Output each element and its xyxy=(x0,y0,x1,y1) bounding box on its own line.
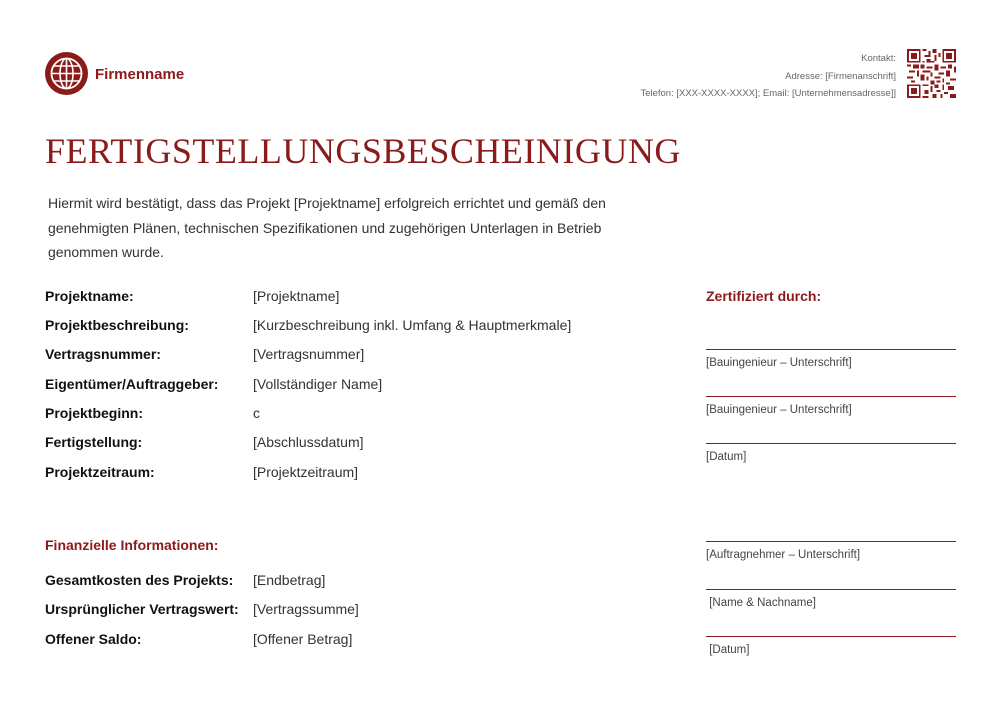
detail-value: c xyxy=(253,405,260,421)
financial-value: [Endbetrag] xyxy=(253,572,326,588)
detail-label: Projektbeginn: xyxy=(45,405,144,421)
qr-code-icon xyxy=(907,49,956,98)
globe-icon xyxy=(44,51,89,96)
date-line xyxy=(706,443,956,444)
financial-value: [Vertragssumme] xyxy=(253,601,359,617)
intro-text: Hiermit wird bestätigt, dass das Projekt [Projektname] erfolgreich errichtet und gemäß den genehmigten Plänen, technischen Spezifikationen und zugehörigen Unterlagen in Betrieb genommen wurde. xyxy=(48,195,606,260)
financial-heading: Finanzielle Informationen: xyxy=(45,537,219,553)
signature-label: [Auftragnehmer – Unterschrift] xyxy=(706,549,861,561)
contact-block xyxy=(640,50,896,103)
date-label: [Datum] xyxy=(706,644,750,656)
detail-label: Projektbeschreibung: xyxy=(45,317,189,333)
detail-label: Fertigstellung: xyxy=(45,434,143,450)
page-title: FERTIGSTELLUNGSBESCHEINIGUNG xyxy=(45,131,681,171)
date-line xyxy=(706,636,956,637)
contact-phone-email: Telefon: [XXX-XXXX-XXXX]; Email: [Unternehmensadresse]] xyxy=(640,88,896,99)
detail-value: [Vertragsnummer] xyxy=(253,346,365,362)
certification-heading: Zertifiziert durch: xyxy=(706,288,822,304)
detail-label: Projektname: xyxy=(45,288,134,304)
signature-line xyxy=(706,396,956,397)
detail-value: [Projektzeitraum] xyxy=(253,464,359,480)
detail-value: [Abschlussdatum] xyxy=(253,434,364,450)
name-line xyxy=(706,589,956,590)
signature-line xyxy=(706,541,956,542)
financial-value: [Offener Betrag] xyxy=(253,631,353,647)
signature-line xyxy=(706,349,956,350)
detail-value: [Vollständiger Name] xyxy=(253,376,383,392)
detail-value: [Kurzbeschreibung inkl. Umfang & Hauptmerkmale] xyxy=(253,317,572,333)
financial-label: Ursprünglicher Vertragswert: xyxy=(45,601,239,617)
financial-label: Offener Saldo: xyxy=(45,631,142,647)
signature-label: [Bauingenieur – Unterschrift] xyxy=(706,404,852,416)
detail-label: Vertragsnummer: xyxy=(45,346,161,362)
name-label: [Name & Nachname] xyxy=(706,597,816,609)
company-name: Firmenname xyxy=(95,66,185,83)
financial-label: Gesamtkosten des Projekts: xyxy=(45,572,234,588)
contact-label: Kontakt: xyxy=(861,53,896,64)
detail-label: Eigentümer/Auftraggeber: xyxy=(45,376,219,392)
contact-address: Adresse: [Firmenanschrift] xyxy=(785,70,896,82)
date-label: [Datum] xyxy=(706,451,747,463)
detail-value: [Projektname] xyxy=(253,288,340,304)
detail-label: Projektzeitraum: xyxy=(45,464,155,480)
signature-label: [Bauingenieur – Unterschrift] xyxy=(706,357,852,369)
